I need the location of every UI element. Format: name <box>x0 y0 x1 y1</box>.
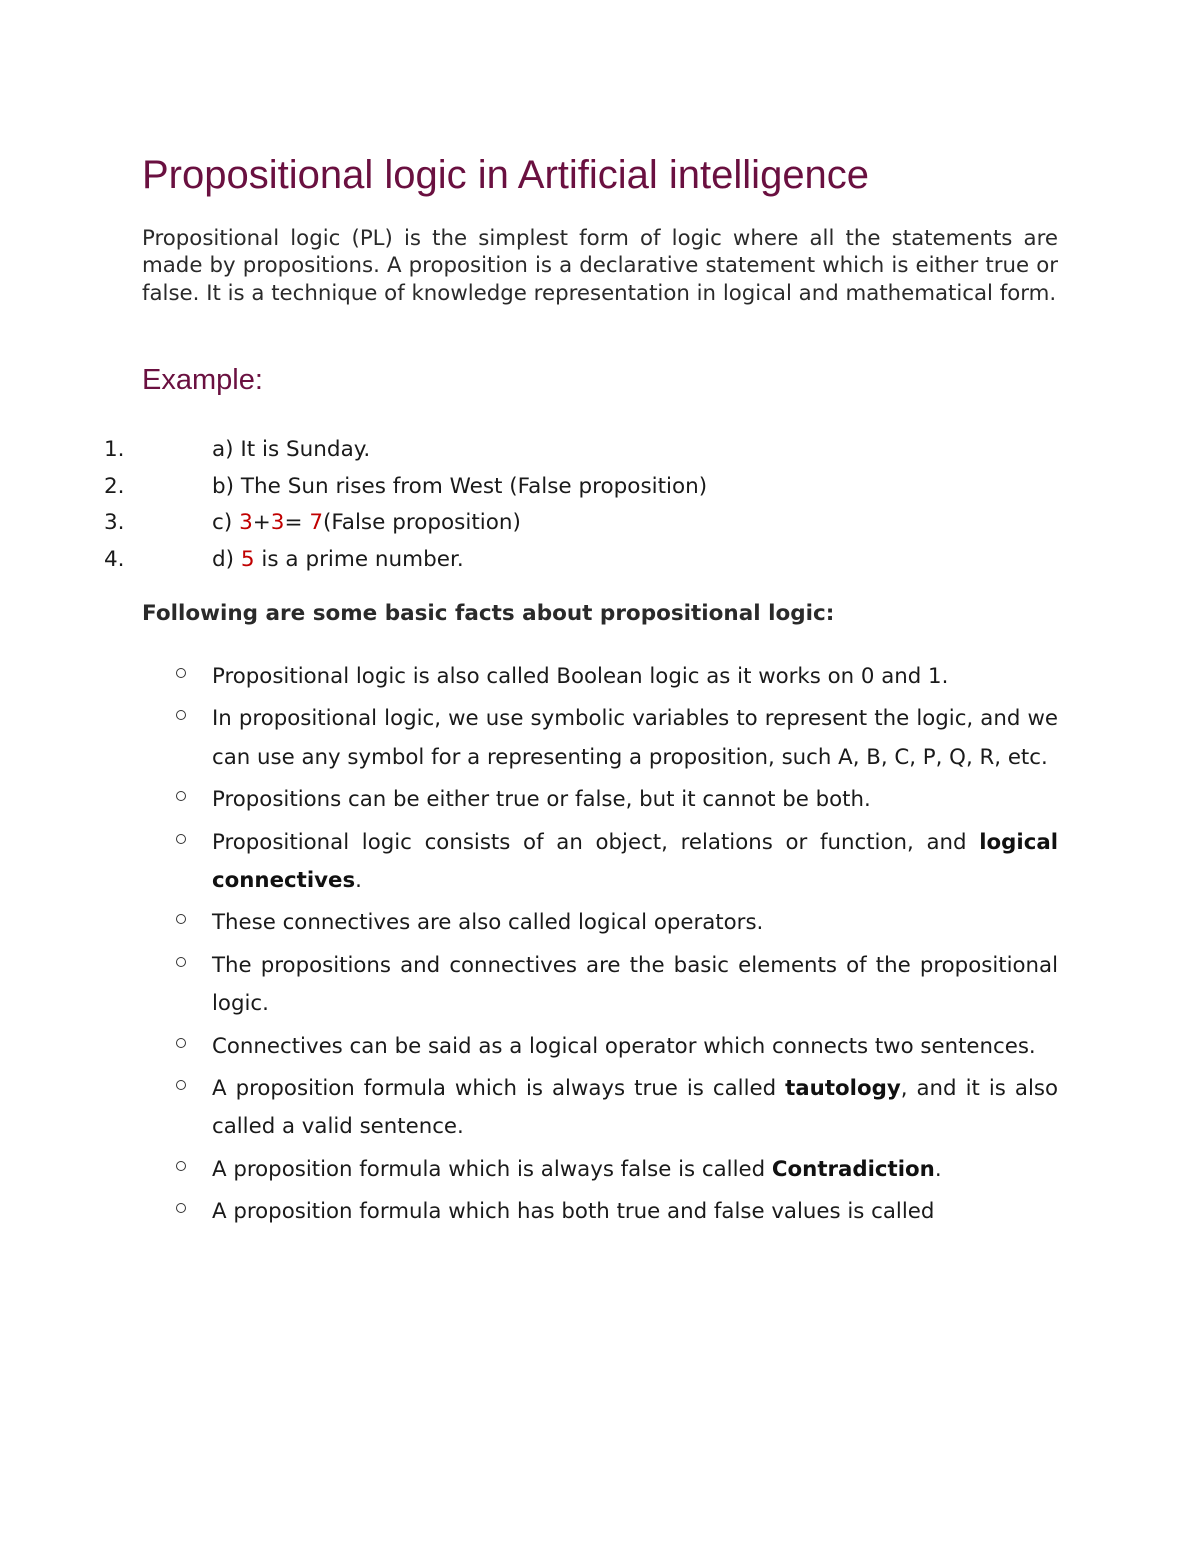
fact-item <box>0 1070 1200 1147</box>
example-text <box>212 542 464 579</box>
example-statement: is a prime number. <box>261 547 464 573</box>
circle-bullet-icon <box>176 710 186 720</box>
fact-text-part: A proposition formula which is always true is called <box>212 1076 786 1102</box>
fact-text-part: . <box>355 868 362 894</box>
example-statement: It is Sunday. <box>240 437 371 462</box>
fact-text: Connectives can be said as a logical operator which connects two sentences. <box>212 1033 1036 1059</box>
facts-heading: Following are some basic facts about propositional logic: <box>142 601 835 626</box>
fact-item <box>0 1028 1200 1066</box>
fact-item <box>0 824 1200 901</box>
circle-bullet-icon <box>176 834 186 844</box>
equals-sign: = <box>284 510 310 536</box>
number-highlight: 3 <box>270 510 285 536</box>
fact-text <box>212 824 1058 901</box>
example-label: d) <box>212 547 235 573</box>
example-label: b) <box>212 473 235 499</box>
circle-bullet-icon <box>176 914 186 924</box>
fact-text-part: . <box>934 1156 942 1182</box>
intro-paragraph: Propositional logic (PL) is the simplest form of logic where all the statements are made by propositions. A proposition is a declarative statement which is either true or false. It is a technique of knowledge representation in logical and mathematical form. <box>142 226 1058 306</box>
example-number: 2. <box>104 473 125 499</box>
example-number: 1. <box>104 437 125 462</box>
number-highlight: 7 <box>309 510 323 536</box>
fact-item <box>0 947 1200 1024</box>
circle-bullet-icon <box>176 957 186 967</box>
example-text <box>212 469 707 506</box>
fact-text: Propositional logic is also called Boolean logic as it works on 0 and 1. <box>212 664 949 689</box>
fact-item <box>0 781 1200 819</box>
fact-item <box>0 904 1200 942</box>
number-highlight: 5 <box>240 547 255 573</box>
circle-bullet-icon <box>176 1080 186 1090</box>
fact-item <box>0 658 1200 696</box>
example-text <box>212 432 370 469</box>
circle-bullet-icon <box>176 1203 186 1213</box>
example-statement: (False proposition) <box>323 510 521 536</box>
fact-text-part: A proposition formula which is always false is called <box>212 1156 772 1182</box>
bold-term: logical connectives <box>212 829 1058 894</box>
plus-sign: + <box>252 510 271 536</box>
fact-text: These connectives are also called logical operators. <box>212 910 764 936</box>
example-text <box>212 505 521 542</box>
example-number: 4. <box>104 547 125 573</box>
fact-item <box>0 1151 1200 1189</box>
example-heading: Example: <box>142 364 263 396</box>
fact-text: Propositions can be either true or false, but it cannot be both. <box>212 787 871 813</box>
fact-text <box>212 1151 1058 1189</box>
example-number: 3. <box>104 510 125 536</box>
fact-text <box>212 1070 1058 1147</box>
facts-list <box>0 658 1200 1236</box>
page-title: Propositional logic in Artificial intelligence <box>142 153 870 197</box>
circle-bullet-icon <box>176 791 186 801</box>
example-statement: The Sun rises from West (False proposition) <box>240 473 708 499</box>
fact-text: The propositions and connectives are the basic elements of the propositional logic. <box>212 952 1058 1017</box>
fact-text: A proposition formula which has both true and false values is called <box>212 1199 935 1225</box>
example-label: c) <box>212 510 233 536</box>
circle-bullet-icon <box>176 1161 186 1171</box>
fact-text: In propositional logic, we use symbolic variables to represent the logic, and we can use any symbol for a representing a proposition, such A, B, C, P, Q, R, etc. <box>212 706 1058 770</box>
bold-term: Contradiction <box>771 1156 935 1182</box>
fact-item <box>0 1193 1200 1231</box>
fact-text-part: , and it is also called a valid sentence. <box>212 1076 1058 1140</box>
example-label: a) <box>212 437 234 462</box>
fact-text-part: Propositional logic consists of an object, relations or function, and <box>212 829 980 855</box>
circle-bullet-icon <box>176 1038 186 1048</box>
bold-term: tautology <box>785 1076 901 1102</box>
circle-bullet-icon <box>176 668 186 678</box>
number-highlight: 3 <box>239 510 253 536</box>
fact-item <box>0 700 1200 777</box>
